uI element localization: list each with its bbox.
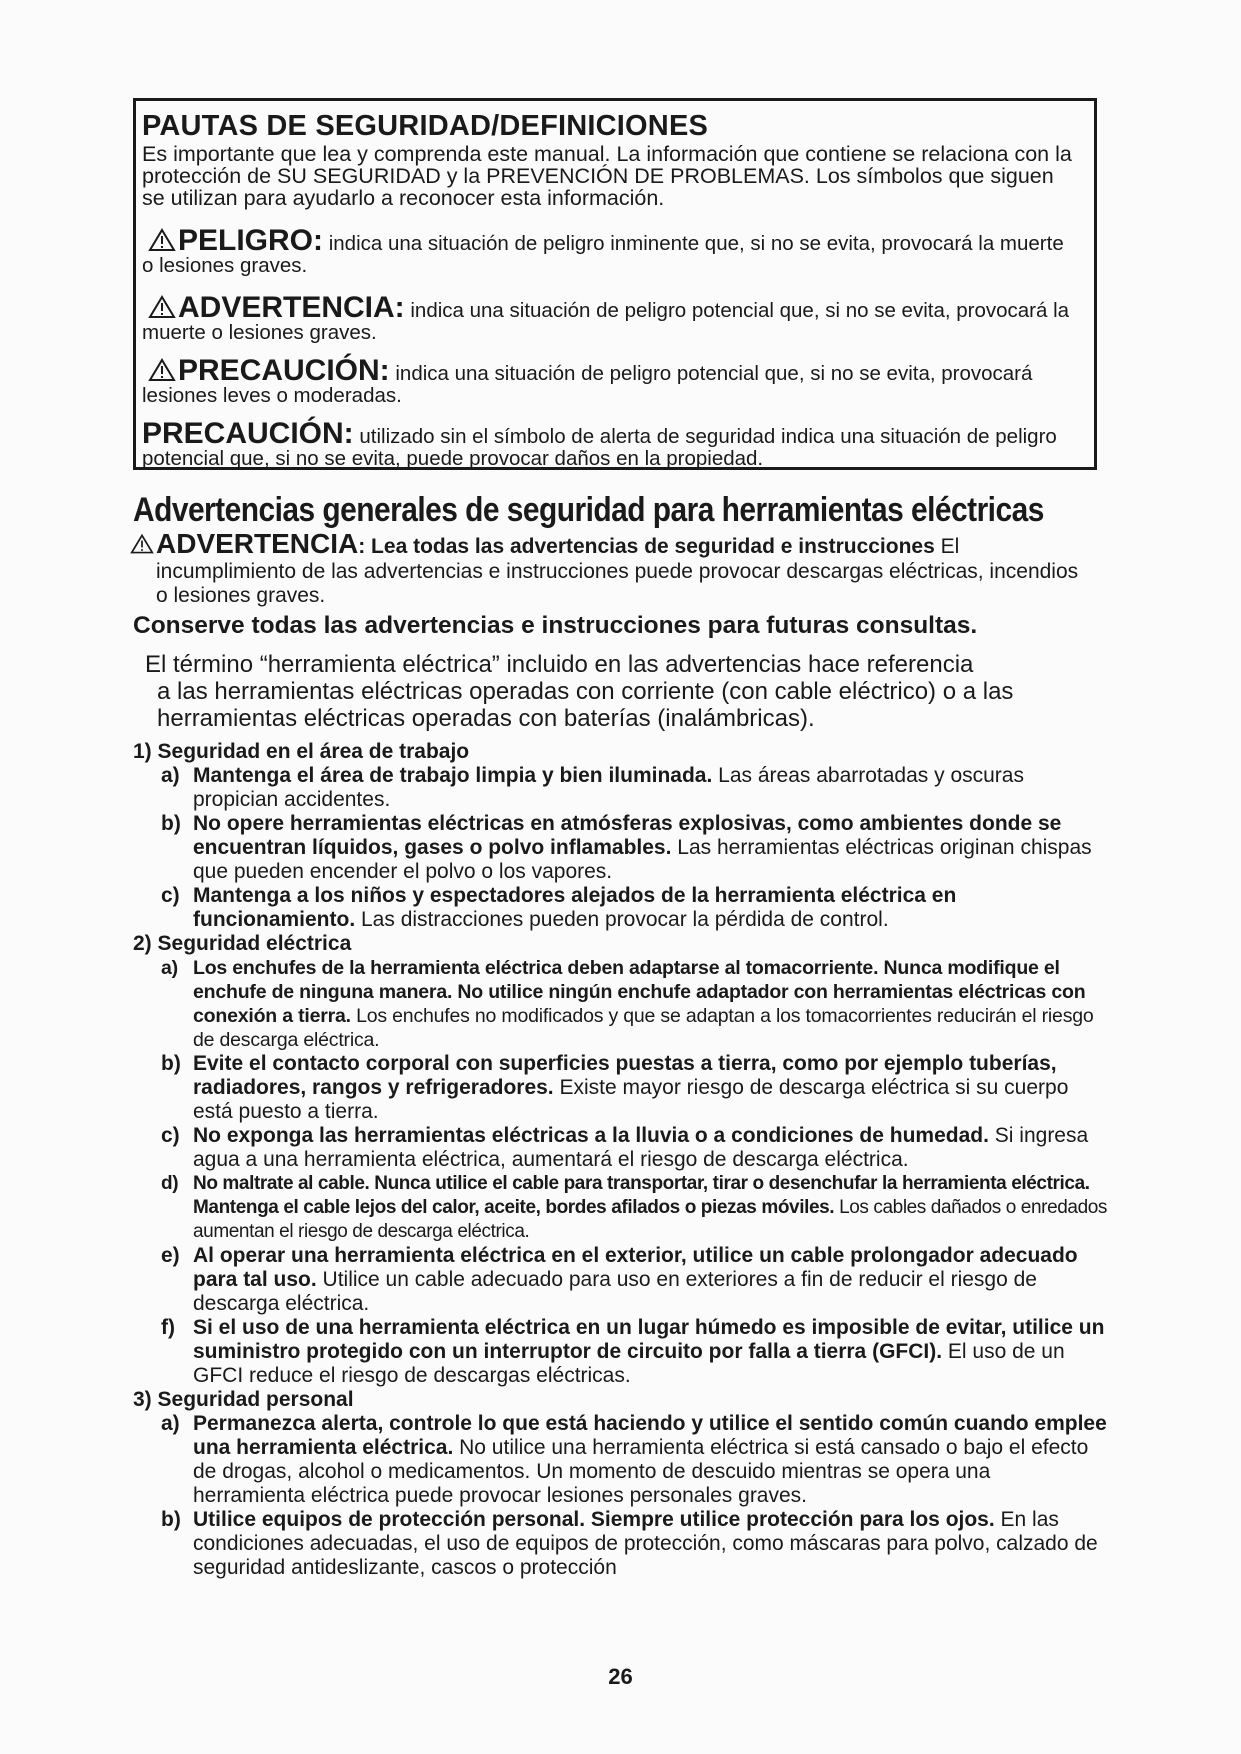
power-tool-term-definition: [145, 651, 1105, 732]
definition-text: indica una situación de peligro potencial que, si no se evita, provocará lesiones leves o moderadas.: [142, 362, 1033, 407]
keep-instructions-note: Conserve todas las advertencias e instrucciones para futuras consultas.: [133, 612, 978, 639]
warning-bold-text: : Lea todas las advertencias de seguridad e instrucciones: [358, 535, 935, 558]
definition-precaucion-symbol: [142, 354, 1080, 407]
list-item: b) Evite el contacto corporal con superficies puestas a tierra, como por ejemplo tuberías, radiadores, rangos y refrigeradores. Existe mayor riesgo de descarga eléctrica si su cuerpo está puesto a tierra.: [161, 1052, 1069, 1123]
list-item: d) No maltrate al cable. Nunca utilice el cable para transportar, tirar o desenchufar la herramienta eléctrica. Mantenga el cable lejos del calor, aceite, bordes afilados o piezas móviles. Los cables dañados o enredados aumentan el riesgo de descarga eléctrica.: [161, 1173, 1108, 1242]
safety-rules-list: [133, 740, 1108, 1580]
definitions-title: PAUTAS DE SEGURIDAD/DEFINICIONES: [142, 110, 709, 142]
general-warning: [130, 528, 1090, 608]
section-heading-work-area: 1) Seguridad en el área de trabajo: [133, 740, 470, 763]
list-item: e) Al operar una herramienta eléctrica en el exterior, utilice un cable prolongador adecuado para tal uso. Utilice un cable adecuado para uso en exteriores a fin de reducir el riesgo de descarga eléctrica.: [161, 1244, 1078, 1315]
list-item: b) Utilice equipos de protección personal. Siempre utilice protección para los ojos. En las condiciones adecuadas, el uso de equipos de protección, como máscaras para polvo, calzado de seguridad antideslizante, cascos o protección: [161, 1508, 1098, 1579]
definition-advertencia: [142, 291, 1080, 344]
list-item: f) Si el uso de una herramienta eléctrica en un lugar húmedo es imposible de evitar, utilice un suministro protegido con un interruptor de circuito por falla a tierra (GFCI). El uso de un GFCI reduce el riesgo de descargas eléctricas.: [161, 1316, 1105, 1387]
list-item: c) Mantenga a los niños y espectadores alejados de la herramienta eléctrica en funcionamiento. Las distracciones pueden provocar la pérdida de control.: [161, 884, 957, 931]
warning-rest-text: incumplimiento de las advertencias e instrucciones puede provocar descargas eléctricas, incendios o lesiones graves.: [156, 560, 1079, 607]
section-heading: Advertencias generales de seguridad para herramientas eléctricas: [133, 491, 1044, 529]
list-item: a) Permanezca alerta, controle lo que está haciendo y utilice el sentido común cuando emplee una herramienta eléctrica. No utilice una herramienta eléctrica si está cansado o bajo el efecto de drogas, alcohol o medicamentos. Un momento de descuido mientras se opera una herramienta eléctrica puede provocar lesiones personales graves.: [161, 1412, 1107, 1507]
definition-term: PRECAUCIÓN:: [142, 417, 354, 450]
definition-term: PELIGRO:: [178, 224, 324, 257]
page-number: 26: [608, 1664, 633, 1689]
safety-definitions-box: [133, 98, 1097, 470]
section-heading-personal: 3) Seguridad personal: [133, 1388, 354, 1411]
definition-text: utilizado sin el símbolo de alerta de seguridad indica una situación de peligro potencial que, si no se evita, puede provocar daños en la propiedad.: [142, 425, 1057, 470]
definition-text: indica una situación de peligro potencial que, si no se evita, provocará la muerte o lesiones graves.: [142, 299, 1070, 344]
warning-triangle-icon: [148, 228, 176, 252]
warning-tail: El: [934, 535, 960, 558]
section-heading-electrical: 2) Seguridad eléctrica: [133, 932, 352, 955]
term-definition-rest: a las herramientas eléctricas operadas con corriente (con cable eléctrico) o a las herramientas eléctricas operadas con baterías (inalámbricas).: [157, 678, 1014, 732]
list-item: a) Los enchufes de la herramienta eléctrica deben adaptarse al tomacorriente. Nunca modifique el enchufe de ninguna manera. No utilice ningún enchufe adaptador con herramientas eléctricas con conexión a tierra. Los enchufes no modificados y que se adaptan a los tomacorrientes reducirán el riesgo de descarga eléctrica.: [161, 957, 1094, 1051]
definition-precaucion-nosymbol: [142, 417, 1080, 470]
definition-text: indica una situación de peligro inminente que, si no se evita, provocará la muerte o lesiones graves.: [142, 232, 1064, 277]
warning-triangle-icon: [130, 533, 154, 555]
warning-triangle-icon: [148, 295, 176, 319]
definition-term: ADVERTENCIA:: [178, 291, 405, 324]
definition-term: PRECAUCIÓN:: [178, 354, 390, 387]
term-definition-line1: El término “herramienta eléctrica” incluido en las advertencias hace referencia: [145, 651, 974, 678]
warning-triangle-icon: [148, 358, 176, 382]
warning-term: ADVERTENCIA: [156, 528, 359, 559]
definition-peligro: [142, 224, 1080, 277]
list-item: c) No exponga las herramientas eléctricas a la lluvia o a condiciones de humedad. Si ingresa agua a una herramienta eléctrica, aumentará el riesgo de descarga eléctrica.: [161, 1124, 1089, 1171]
list-item: b) No opere herramientas eléctricas en atmósferas explosivas, como ambientes donde se encuentran líquidos, gases o polvo inflamables. Las herramientas eléctricas originan chispas que pueden encender el polvo o los vapores.: [161, 812, 1092, 883]
list-item: a) Mantenga el área de trabajo limpia y bien iluminada. Las áreas abarrotadas y oscuras propician accidentes.: [161, 764, 1024, 811]
definitions-intro: Es importante que lea y comprenda este manual. La información que contiene se relaciona con la protección de SU SEGURIDAD y la PREVENCIÓN DE PROBLEMAS. Los símbolos que siguen se utilizan para ayudarlo a reconocer esta información.: [142, 142, 1072, 210]
